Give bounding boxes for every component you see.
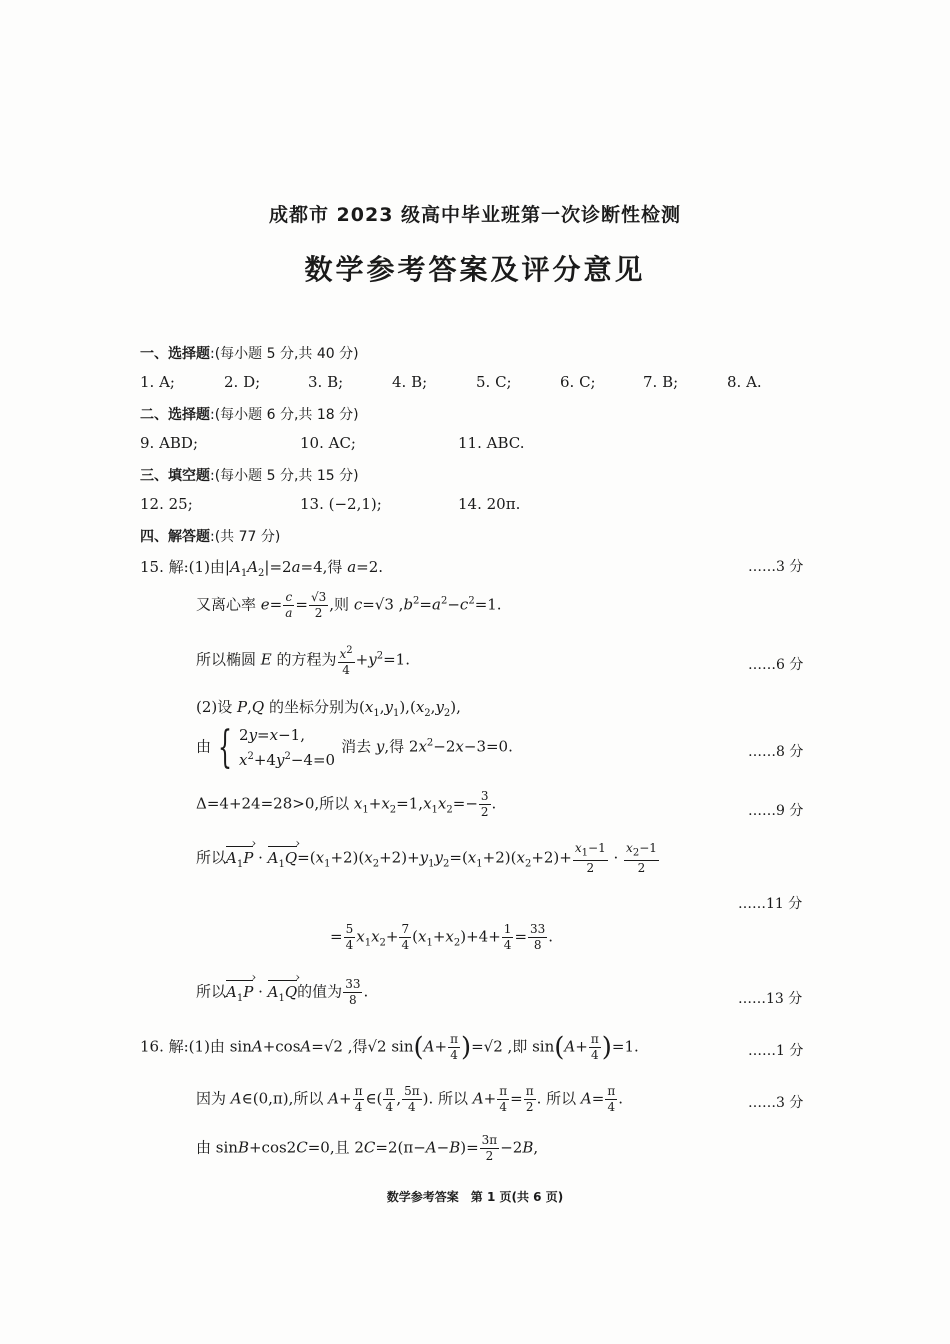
score-mark: ……9 分 bbox=[748, 803, 804, 819]
answer-item: 9. ABD; bbox=[140, 434, 199, 452]
answer-item: 13. (−2,1); bbox=[300, 495, 382, 513]
score-mark: ……13 分 bbox=[738, 991, 803, 1007]
score-mark: ……11 分 bbox=[738, 896, 803, 912]
solution-line: (2)设 P,Q 的坐标分别为$(x_1,y_1),(x_2,y_2)$, bbox=[196, 698, 461, 719]
section-heading-choice: 一、选择题:(每小题 5 分,共 40 分) bbox=[140, 346, 359, 362]
solution-line: 因为 A∈(0,π),所以 A+ $\frac{\pi}{4}$ ∈( $\frac{\pi}{4}$ , $\frac{5\pi}{4}$ ). 所以 A+ $\frac{\pi}{4}$ = $\frac{\pi}{2}$ . 所以 A= $\frac{\pi}{4}$ . bbox=[196, 1084, 623, 1114]
section-heading-solve: 四、解答题:(共 77 分) bbox=[140, 529, 281, 545]
answer-item: 12. 25; bbox=[140, 495, 193, 513]
answer-item: 7. B; bbox=[643, 373, 679, 391]
answer-item: 14. 20π. bbox=[458, 495, 521, 513]
answer-item: 2. D; bbox=[224, 373, 261, 391]
solution-line: = $\frac{5}{4}$ $x_1x_2+$ $\frac{7}{4}$ $(x_1+x_2)+4+$ $\frac{1}{4}$ = $\frac{33}{8}$ . bbox=[330, 922, 554, 952]
document-subtitle: 数学参考答案及评分意见 bbox=[304, 253, 646, 286]
score-mark: ……3 分 bbox=[748, 1095, 804, 1111]
score-mark: ……6 分 bbox=[748, 657, 804, 673]
document-title: 成都市 2023 级高中毕业班第一次诊断性检测 bbox=[268, 204, 682, 226]
solution-line: 由 sinB+cos2C=0,且 2C=2(π−A−B)= $\frac{3\pi}{2}$ −2B, bbox=[196, 1133, 539, 1163]
answer-item: 11. ABC. bbox=[458, 434, 525, 452]
solution-line: 又离心率 e= $\frac{c}{a}$ = $\frac{√3}{2}$ ,则 c=√3 $,b^2=a^2-c^2=1$. bbox=[196, 590, 502, 620]
page-footer: 数学参考答案 第 1 页(共 6 页) bbox=[386, 1190, 564, 1204]
solution-line: 所以椭圆 E 的方程为 $\frac{x^2}{4}$ $+y^2=1$. bbox=[196, 645, 410, 677]
solution-line: 15. 解:(1)由$|A_1A_2|=2a=4$,得 a=2. bbox=[140, 558, 384, 579]
answer-item: 3. B; bbox=[308, 373, 344, 391]
answer-item: 6. C; bbox=[560, 373, 596, 391]
section-heading-multi: 二、选择题:(每小题 6 分,共 18 分) bbox=[140, 407, 359, 423]
solution-line: 所以$A_1P$ › · $A_1Q$ $›=(x_1+2)(x_2+2)+y_1y_2=(x_1+2)(x_2+2)+$ $\frac{x_1-1}{2}$ · $\frac{x_2-1}{2}$ bbox=[196, 841, 660, 876]
score-mark: ……1 分 bbox=[748, 1043, 804, 1059]
answer-item: 4. B; bbox=[392, 373, 428, 391]
solution-line: 由 { 2y=x−1, $x^2+4y^2-4=0$消去 y,得 $2x^2-2x-3=0$. bbox=[196, 721, 513, 773]
solution-line: 16. 解:(1)由 sinA+cosA=√2 ,得√2 sin(A+ $\frac{\pi}{4}$ )=√2 ,即 sin(A+ $\frac{\pi}{4}$ )=1. bbox=[140, 1032, 639, 1063]
score-mark: ……3 分 bbox=[748, 559, 804, 575]
solution-line: 所以$A_1P$ › · $A_1Q$ ›的值为 $\frac{33}{8}$ . bbox=[196, 977, 368, 1008]
score-mark: ……8 分 bbox=[748, 744, 804, 760]
answer-item: 1. A; bbox=[140, 373, 175, 391]
answer-item: 10. AC; bbox=[300, 434, 356, 452]
section-heading-fill: 三、填空题:(每小题 5 分,共 15 分) bbox=[140, 468, 359, 484]
answer-item: 5. C; bbox=[476, 373, 512, 391]
answer-item: 8. A. bbox=[727, 373, 762, 391]
solution-line: Δ=4+24=28>0,所以 $x_1+x_2=1,x_1x_2=-$ $\frac{3}{2}$ . bbox=[196, 789, 497, 819]
